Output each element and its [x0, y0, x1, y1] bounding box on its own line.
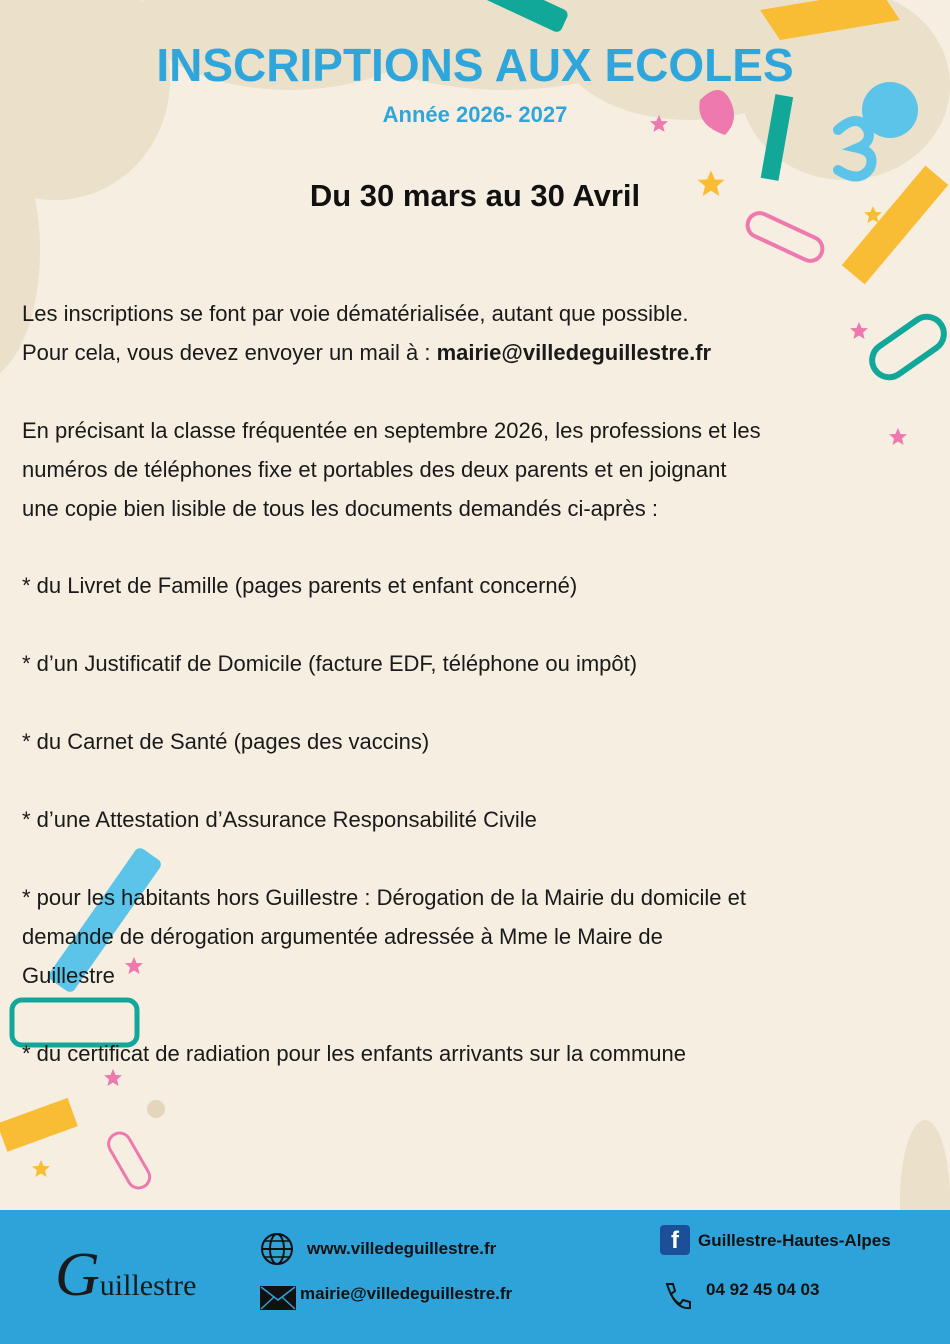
- mail-icon: [260, 1286, 296, 1310]
- star-icon: [32, 1160, 50, 1177]
- document-item: * du Livret de Famille (pages parents et enfant concerné): [22, 573, 578, 598]
- document-item-continued: demande de dérogation argumentée adressée à Mme le Maire de: [22, 924, 663, 949]
- number-three-decoration: [838, 121, 872, 177]
- paperclip-icon: [12, 1000, 137, 1045]
- phone-number[interactable]: 04 92 45 04 03: [706, 1280, 820, 1299]
- school-year: Année 2026- 2027: [382, 102, 568, 127]
- contact-email-link[interactable]: mairie@villedeguillestre.fr: [436, 340, 712, 365]
- pencil-icon: [478, 0, 570, 34]
- document-item-continued: Guillestre: [22, 963, 115, 988]
- paperclip-icon: [865, 310, 950, 384]
- logo-text: uillestre: [99, 1269, 197, 1302]
- crayon-icon: [760, 0, 900, 40]
- details-line: numéros de téléphones fixe et portables des deux parents et en joignant: [22, 457, 727, 482]
- facebook-icon: f: [660, 1225, 690, 1255]
- document-item: * du certificat de radiation pour les enfants arrivants sur la commune: [22, 1041, 686, 1066]
- document-item: * pour les habitants hors Guillestre : Dérogation de la Mairie du domicile et: [22, 885, 746, 910]
- details-line: En précisant la classe fréquentée en septembre 2026, les professions et les: [22, 418, 761, 443]
- intro-email-line: [22, 340, 711, 366]
- facebook-link[interactable]: Guillestre-Hautes-Alpes: [698, 1231, 891, 1250]
- globe-icon: [260, 1232, 294, 1266]
- footer-email-link[interactable]: mairie@villedeguillestre.fr: [300, 1284, 513, 1303]
- star-icon: [104, 1069, 122, 1086]
- ruler-icon: [0, 1098, 78, 1152]
- paperclip-icon: [105, 1129, 154, 1192]
- document-item: * du Carnet de Santé (pages des vaccins): [22, 729, 430, 754]
- document-item: * d’une Attestation d’Assurance Responsabilité Civile: [22, 807, 537, 832]
- star-icon: [850, 322, 868, 339]
- paperclip-icon: [744, 209, 827, 265]
- details-line: une copie bien lisible de tous les documents demandés ci-après :: [22, 496, 658, 521]
- document-item: * d’un Justificatif de Domicile (facture EDF, téléphone ou impôt): [22, 651, 638, 676]
- star-icon: [125, 957, 143, 974]
- phone-icon: [662, 1281, 692, 1311]
- guillestre-logo: Guillestre: [55, 1241, 197, 1309]
- star-icon: [889, 428, 907, 445]
- page-title: INSCRIPTIONS AUX ECOLES: [156, 39, 794, 91]
- intro-email-prefix: Pour cela, vous devez envoyer un mail à :: [22, 340, 437, 365]
- registration-dates: Du 30 mars au 30 Avril: [309, 178, 641, 213]
- website-link[interactable]: www.villedeguillestre.fr: [307, 1239, 497, 1258]
- intro-text: Les inscriptions se font par voie dématérialisée, autant que possible.: [22, 301, 689, 326]
